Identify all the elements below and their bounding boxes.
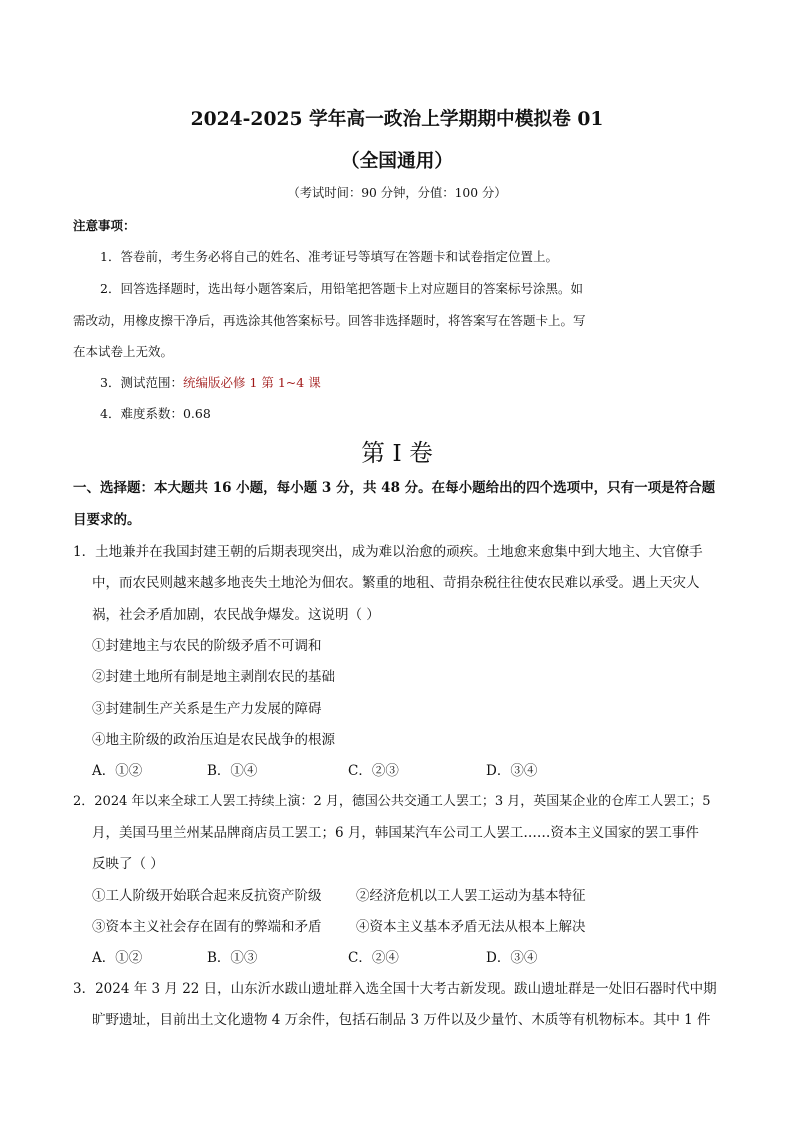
question-1-line-2: 中，而农民则越来越多地丧失土地沦为佃农。繁重的地租、苛捐杂税往往使农民难以承受。遇上天灾人: [92, 575, 700, 591]
question-1-line-1: 1．土地兼并在我国封建王朝的后期表现突出，成为难以治愈的顽疾。土地愈来愈集中到大地主、大官僚手: [73, 544, 703, 560]
question-2-option-1: ①工人阶级开始联合起来反抗资产阶级: [92, 888, 322, 904]
question-3-line-2: 旷野遗址，目前出土文化遗物 4 万余件，包括石制品 3 万件以及少量竹、木质等有机物标本。其中 1 件: [92, 1012, 711, 1028]
question-2-answer-c: C．②④: [348, 950, 399, 966]
volume-title: 第 I 卷: [361, 439, 433, 467]
question-3-line-1: 3．2024 年 3 月 22 日，山东沂水跋山遗址群入选全国十大考古新发现。跋山遗址群是一处旧石器时代中期: [73, 981, 717, 997]
question-2-option-2: ②经济危机以工人罢工运动为基本特征: [356, 888, 586, 904]
question-1-option-1: ①封建地主与农民的阶级矛盾不可调和: [92, 638, 322, 654]
question-2-line-2: 月，美国马里兰州某品牌商店员工罢工；6 月，韩国某汽车公司工人罢工……资本主义国家的罢工事件: [92, 825, 699, 841]
question-1-line-3: 祸，社会矛盾加剧，农民战争爆发。这说明（ ）: [92, 607, 380, 623]
question-2-line-1: 2．2024 年以来全球工人罢工持续上演：2 月，德国公共交通工人罢工；3 月，英国某企业的仓库工人罢工；5: [73, 794, 711, 809]
question-1-option-3: ③封建制生产关系是生产力发展的障碍: [92, 701, 322, 717]
exam-subtitle: （全国通用）: [340, 150, 454, 172]
notes-heading: 注意事项：: [73, 218, 136, 233]
notes-item-3-prefix: 3．测试范围：: [100, 375, 183, 390]
question-1-answer-a: A．①②: [92, 763, 143, 779]
notes-item-2-line-3: 在本试卷上无效。: [73, 344, 174, 359]
question-2-answer-b: B．①③: [207, 950, 258, 966]
exam-info: （考试时间：90 分钟，分值：100 分）: [287, 186, 507, 200]
question-1-answer-d: D．③④: [486, 763, 538, 779]
question-1-option-4: ④地主阶级的政治压迫是农民战争的根源: [92, 732, 335, 748]
question-2-option-4: ④资本主义基本矛盾无法从根本上解决: [356, 919, 586, 935]
section-1-line-2: 目要求的。: [73, 512, 141, 528]
question-2-line-3: 反映了（ ）: [92, 856, 164, 872]
exam-title: 2024-2025 学年高一政治上学期期中模拟卷 01: [190, 108, 604, 130]
question-1-option-2: ②封建土地所有制是地主剥削农民的基础: [92, 669, 335, 685]
question-2-answer-a: A．①②: [92, 950, 143, 966]
question-2-option-3: ③资本主义社会存在固有的弊端和矛盾: [92, 919, 322, 935]
question-2-answer-d: D．③④: [486, 950, 538, 966]
question-1-answer-c: C．②③: [348, 763, 399, 779]
question-1-answer-b: B．①④: [207, 763, 258, 779]
notes-item-4: 4．难度系数：0.68: [100, 406, 211, 421]
section-1-line-1: 一、选择题：本大题共 16 小题，每小题 3 分，共 48 分。在每小题给出的四个选项中，只有一项是符合题: [73, 480, 716, 496]
notes-item-1: 1．答卷前，考生务必将自己的姓名、准考证号等填写在答题卡和试卷指定位置上。: [100, 249, 558, 264]
notes-item-2-line-1: 2．回答选择题时，选出每小题答案后，用铅笔把答题卡上对应题目的答案标号涂黑。如: [100, 281, 583, 296]
notes-item-3: [100, 373, 321, 391]
notes-item-3-value: 统编版必修 1 第 1~4 课: [182, 375, 321, 390]
notes-item-2-line-2: 需改动，用橡皮擦干净后，再选涂其他答案标号。回答非选择题时，将答案写在答题卡上。写: [73, 313, 586, 328]
